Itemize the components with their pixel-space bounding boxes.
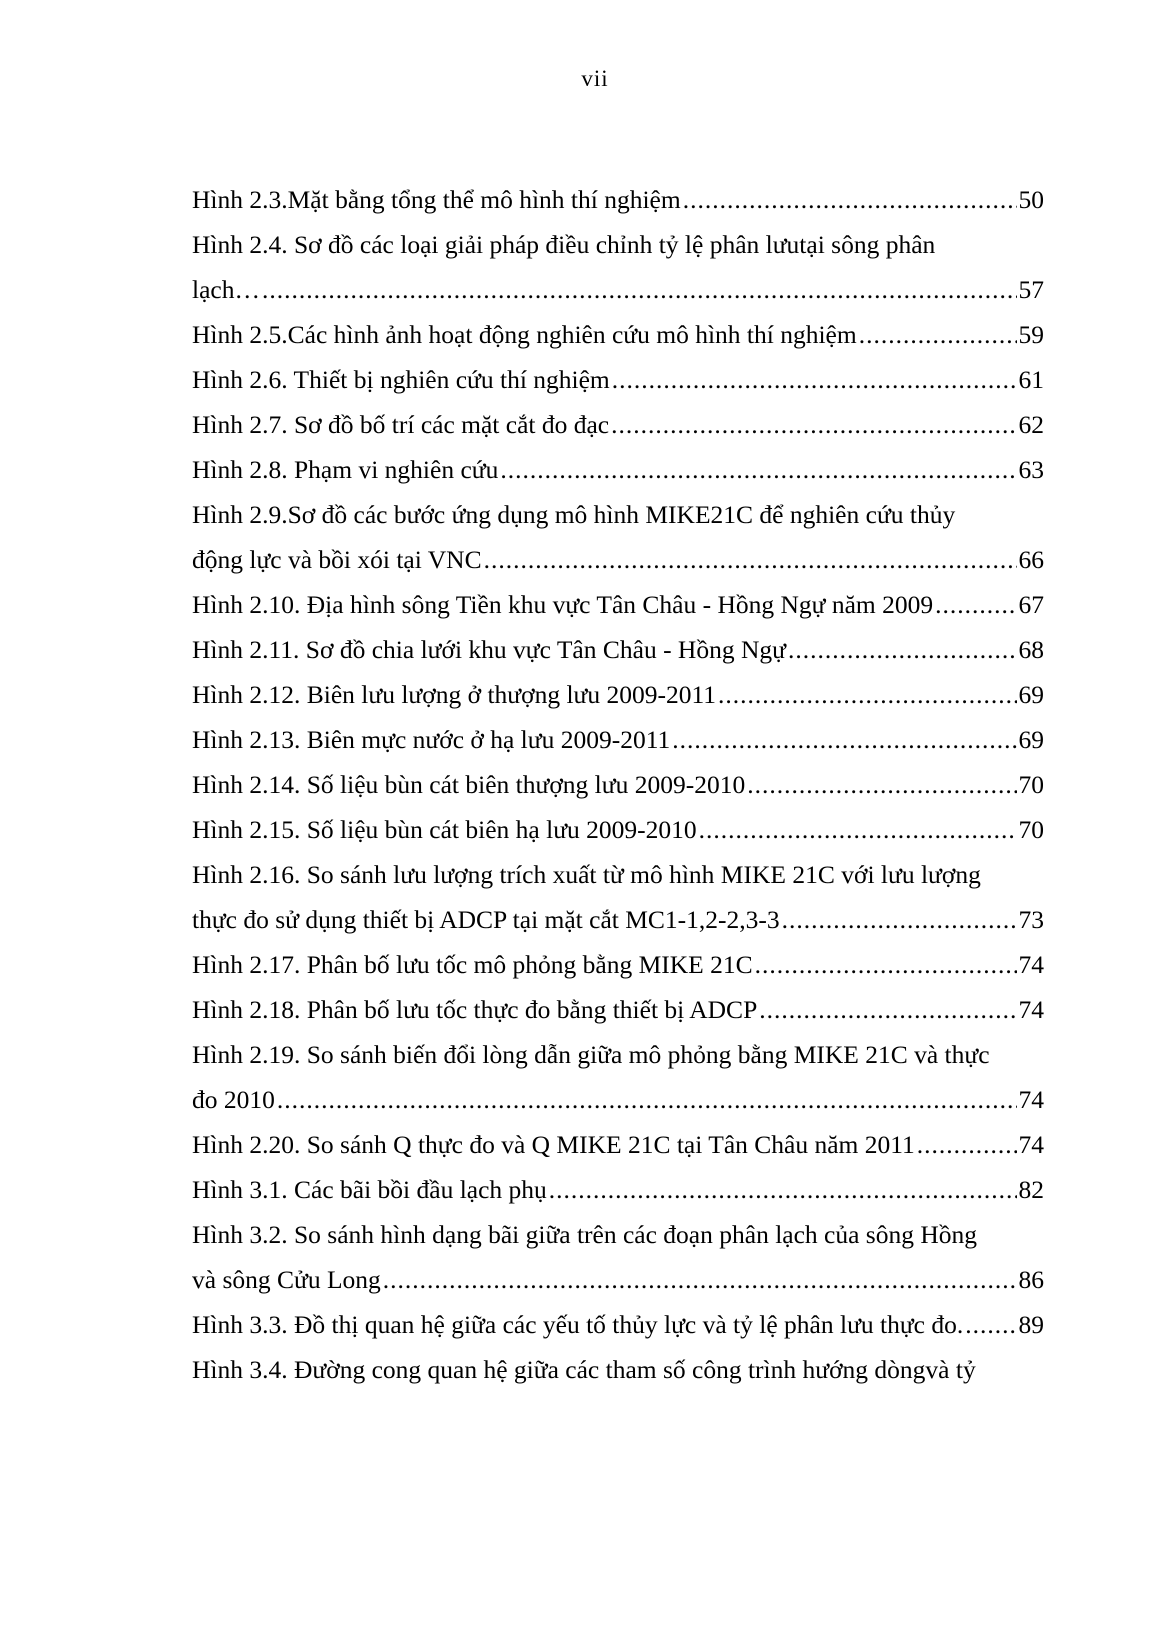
toc-entry-title: Hình 2.5.Các hình ảnh hoạt động nghiên cứu mô hình thí nghiệm	[192, 320, 857, 349]
dot-leader	[788, 627, 1017, 672]
toc-entry-last-line	[192, 312, 1044, 357]
toc-entry-last-line	[192, 1122, 1044, 1167]
toc-entry-title: Hình 2.14. Số liệu bùn cát biên thượng lưu 2009-2010	[192, 770, 746, 799]
toc-entry-line: Hình 2.19. So sánh biến đổi lòng dẫn giữa mô phỏng bằng MIKE 21C và thực	[192, 1040, 990, 1069]
toc-entry[interactable]	[192, 987, 1044, 1032]
toc-entry-line: Hình 3.2. So sánh hình dạng bãi giữa trên các đoạn phân lạch của sông Hồng	[192, 1220, 978, 1249]
toc-entry-page-number: 61	[1018, 365, 1044, 394]
page-number: vii	[581, 66, 609, 91]
toc-entry-last-line	[192, 582, 1044, 627]
toc-entry[interactable]	[192, 312, 1044, 357]
dot-leader	[484, 537, 1017, 582]
toc-entry-page-number: 63	[1018, 455, 1044, 484]
toc-entry-title: Hình 2.3.Mặt bằng tổng thể mô hình thí nghiệm	[192, 185, 681, 214]
toc-entry-page-number: 67	[1018, 590, 1044, 619]
toc-entry-last-line	[192, 762, 1044, 807]
toc-entry-title: Hình 2.15. Số liệu bùn cát biên hạ lưu 2009-2010	[192, 815, 697, 844]
toc-entry[interactable]	[192, 1032, 1044, 1122]
list-of-figures	[192, 177, 1044, 1392]
toc-entry-last-line	[192, 402, 1044, 447]
toc-entry-last-line	[192, 1167, 1044, 1212]
dot-leader	[917, 1122, 1017, 1167]
toc-entry-last-line	[192, 447, 1044, 492]
toc-entry-title: Hình 3.1. Các bãi bồi đầu lạch phụ	[192, 1175, 547, 1204]
toc-entry[interactable]	[192, 1302, 1044, 1347]
toc-entry-line: Hình 3.4. Đường cong quan hệ giữa các tham số công trình hướng dòngvà tỷ	[192, 1355, 976, 1384]
toc-entry[interactable]	[192, 1167, 1044, 1212]
toc-entry-title: Hình 2.11. Sơ đồ chia lưới khu vực Tân Châu - Hồng Ngự	[192, 635, 786, 664]
toc-entry-page-number: 82	[1018, 1175, 1044, 1204]
dot-leader	[759, 987, 1016, 1032]
toc-entry-page-number: 73	[1018, 905, 1044, 934]
dot-leader	[859, 312, 1017, 357]
dot-leader	[277, 1077, 1017, 1122]
toc-entry-last-line	[192, 942, 1044, 987]
dot-leader	[718, 672, 1016, 717]
toc-entry-last-line	[192, 807, 1044, 852]
toc-entry-page-number: 74	[1018, 995, 1044, 1024]
toc-entry-title: Hình 2.12. Biên lưu lượng ở thượng lưu 2009-2011	[192, 680, 717, 709]
toc-entry[interactable]	[192, 807, 1044, 852]
toc-entry-page-number: 69	[1018, 725, 1044, 754]
dot-leader	[383, 1257, 1017, 1302]
toc-entry[interactable]	[192, 852, 1044, 942]
dot-leader	[935, 582, 1016, 627]
toc-entry-title: Hình 2.10. Địa hình sông Tiền khu vực Tân Châu - Hồng Ngự năm 2009	[192, 590, 934, 619]
toc-entry-last-line	[192, 672, 1044, 717]
toc-entry[interactable]	[192, 402, 1044, 447]
toc-entry-title: Hình 2.13. Biên mực nước ở hạ lưu 2009-2011	[192, 725, 671, 754]
toc-entry-last-line	[192, 987, 1044, 1032]
dot-leader	[500, 447, 1016, 492]
toc-entry-page-number: 69	[1018, 680, 1044, 709]
toc-entry-title: Hình 2.7. Sơ đồ bố trí các mặt cắt đo đạc	[192, 410, 610, 439]
toc-entry-page-number: 57	[1018, 275, 1044, 304]
toc-entry-page-number: 68	[1018, 635, 1044, 664]
toc-entry-page-number: 74	[1018, 1085, 1044, 1114]
toc-entry-last-line	[192, 1257, 1044, 1302]
toc-entry[interactable]	[192, 1122, 1044, 1167]
toc-entry-title: Hình 2.6. Thiết bị nghiên cứu thí nghiệm	[192, 365, 610, 394]
toc-entry-last-line	[192, 627, 1044, 672]
dot-leader	[549, 1167, 1017, 1212]
toc-entry[interactable]	[192, 672, 1044, 717]
toc-entry-last-line	[192, 177, 1044, 222]
toc-entry-title: Hình 3.3. Đồ thị quan hệ giữa các yếu tố thủy lực và tỷ lệ phân lưu thực đo.	[192, 1310, 964, 1339]
toc-entry[interactable]	[192, 717, 1044, 762]
toc-entry[interactable]	[192, 1212, 1044, 1302]
toc-entry[interactable]	[192, 357, 1044, 402]
dot-leader	[747, 762, 1016, 807]
toc-entry-page-number: 70	[1018, 770, 1044, 799]
toc-entry-line: Hình 2.9.Sơ đồ các bước ứng dụng mô hình MIKE21C để nghiên cứu thủy	[192, 500, 956, 529]
dot-leader	[262, 267, 1017, 312]
toc-entry[interactable]	[192, 492, 1044, 582]
toc-entry-page-number: 74	[1018, 1130, 1044, 1159]
toc-entry-page-number: 86	[1018, 1265, 1044, 1294]
toc-entry-last-line	[192, 1077, 1044, 1122]
toc-entry-title: Hình 2.20. So sánh Q thực đo và Q MIKE 21C tại Tân Châu năm 2011	[192, 1130, 915, 1159]
toc-entry-line: Hình 2.16. So sánh lưu lượng trích xuất từ mô hình MIKE 21C với lưu lượng	[192, 860, 981, 889]
toc-entry-page-number: 74	[1018, 950, 1044, 979]
toc-entry-line: Hình 2.4. Sơ đồ các loại giải pháp điều chỉnh tỷ lệ phân lưutại sông phân	[192, 230, 936, 259]
toc-entry-last-line	[192, 897, 1044, 942]
toc-entry-page-number: 50	[1018, 185, 1044, 214]
toc-entry-last-line	[192, 537, 1044, 582]
toc-entry[interactable]	[192, 1347, 1044, 1392]
toc-entry[interactable]	[192, 762, 1044, 807]
toc-entry-page-number: 66	[1018, 545, 1044, 574]
dot-leader	[612, 357, 1017, 402]
toc-entry[interactable]	[192, 177, 1044, 222]
toc-entry-title: Hình 2.8. Phạm vi nghiên cứu	[192, 455, 499, 484]
toc-entry[interactable]	[192, 222, 1044, 312]
toc-entry[interactable]	[192, 627, 1044, 672]
toc-entry-title: đo 2010	[192, 1085, 275, 1114]
toc-entry[interactable]	[192, 582, 1044, 627]
toc-entry-page-number: 70	[1018, 815, 1044, 844]
toc-entry-title: thực đo sử dụng thiết bị ADCP tại mặt cắt MC1-1,2-2,3-3	[192, 905, 780, 934]
dot-leader	[699, 807, 1017, 852]
toc-entry-last-line	[192, 357, 1044, 402]
dot-leader	[683, 177, 1017, 222]
toc-entry-page-number: 89	[1018, 1310, 1044, 1339]
toc-entry-page-number: 62	[1018, 410, 1044, 439]
dot-leader	[755, 942, 1017, 987]
toc-entry-page-number: 59	[1018, 320, 1044, 349]
toc-entry-title: Hình 2.18. Phân bố lưu tốc thực đo bằng thiết bị ADCP	[192, 995, 758, 1024]
toc-entry-last-line	[192, 717, 1044, 762]
toc-entry[interactable]	[192, 942, 1044, 987]
toc-entry-title: lạch…	[192, 275, 260, 304]
toc-entry-last-line	[192, 1302, 1044, 1347]
toc-entry-title: và sông Cửu Long	[192, 1265, 381, 1294]
toc-entry-title: Hình 2.17. Phân bố lưu tốc mô phỏng bằng MIKE 21C	[192, 950, 753, 979]
toc-entry-title: động lực và bồi xói tại VNC	[192, 545, 482, 574]
dot-leader	[611, 402, 1016, 447]
toc-entry[interactable]	[192, 447, 1044, 492]
dot-leader	[965, 1302, 1016, 1347]
dot-leader	[782, 897, 1017, 942]
toc-entry-last-line	[192, 267, 1044, 312]
dot-leader	[672, 717, 1016, 762]
